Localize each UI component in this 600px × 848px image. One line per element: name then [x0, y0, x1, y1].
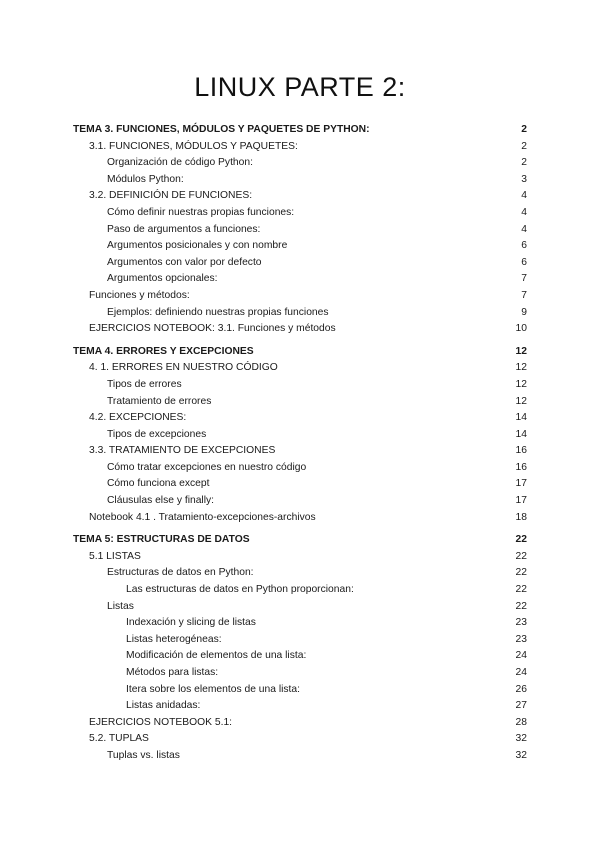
toc-section-heading[interactable]: [73, 122, 527, 139]
toc-entry-label: Cómo definir nuestras propias funciones:: [107, 206, 295, 218]
table-of-contents: [73, 122, 527, 765]
toc-page-number: 18: [515, 511, 527, 523]
toc-page-number: 7: [521, 273, 527, 285]
toc-entry[interactable]: [73, 632, 527, 649]
toc-entry[interactable]: [73, 139, 527, 156]
toc-page-number: 28: [515, 716, 527, 728]
toc-page-number: 16: [515, 445, 527, 457]
toc-entry[interactable]: [73, 271, 527, 288]
toc-entry[interactable]: [73, 549, 527, 566]
toc-page-number: 12: [515, 378, 527, 390]
toc-entry-label: 4.2. EXCEPCIONES:: [89, 412, 187, 424]
toc-entry-label: Argumentos con valor por defecto: [107, 256, 262, 268]
toc-page-number: 24: [515, 667, 527, 678]
toc-entry-label: Itera sobre los elementos de una lista:: [126, 683, 301, 695]
toc-entry[interactable]: [73, 288, 527, 305]
toc-entry-label: Tuplas vs. listas: [107, 749, 180, 761]
toc-page-number: 22: [515, 534, 527, 546]
toc-section-heading[interactable]: [73, 344, 527, 361]
toc-entry-label: Métodos para listas:: [126, 667, 219, 678]
toc-entry[interactable]: [73, 665, 527, 682]
toc-entry-label: Funciones y métodos:: [89, 289, 190, 301]
toc-page-number: 10: [515, 323, 527, 335]
toc-entry[interactable]: [73, 615, 527, 632]
toc-entry-label: Cómo funciona except: [107, 478, 210, 490]
toc-page-number: 24: [515, 650, 527, 662]
toc-page-number: 4: [521, 206, 527, 218]
toc-entry-label: Tipos de errores: [107, 378, 182, 390]
toc-entry[interactable]: [73, 255, 527, 272]
toc-page-number: 2: [521, 157, 527, 169]
toc-page-number: 22: [515, 567, 527, 579]
toc-entry[interactable]: [73, 460, 527, 477]
toc-page-number: 14: [515, 428, 527, 440]
toc-page-number: 16: [515, 461, 527, 473]
toc-page-number: 23: [515, 633, 527, 645]
toc-entry[interactable]: [73, 715, 527, 732]
toc-entry[interactable]: [73, 155, 527, 172]
toc-entry[interactable]: [73, 377, 527, 394]
toc-entry-label: 4. 1. ERRORES EN NUESTRO CÓDIGO: [89, 362, 278, 374]
toc-entry-label: 5.2. TUPLAS: [89, 733, 149, 745]
toc-page-number: 2: [521, 140, 527, 152]
toc-entry-label: Ejemplos: definiendo nuestras propias funciones: [107, 306, 329, 318]
toc-page-number: 14: [515, 412, 527, 424]
toc-entry[interactable]: [73, 648, 527, 665]
toc-entry-label: Cláusulas else y finally:: [107, 495, 215, 507]
toc-entry[interactable]: [73, 205, 527, 222]
toc-page-number: 9: [521, 306, 527, 318]
toc-entry[interactable]: [73, 238, 527, 255]
toc-page-number: 17: [515, 495, 527, 507]
toc-entry-label: EJERCICIOS NOTEBOOK 5.1:: [89, 716, 233, 728]
toc-entry[interactable]: [73, 493, 527, 510]
toc-entry-label: Indexación y slicing de listas: [126, 617, 256, 629]
toc-entry-label: 3.3. TRATAMIENTO DE EXCEPCIONES: [89, 445, 276, 457]
toc-page-number: 32: [515, 749, 527, 761]
toc-entry[interactable]: [73, 394, 527, 411]
toc-page-number: 12: [515, 395, 527, 407]
toc-entry-label: Paso de argumentos a funciones:: [107, 223, 261, 235]
toc-entry-label: Argumentos opcionales:: [107, 273, 218, 285]
toc-entry[interactable]: [73, 427, 527, 444]
toc-page-number: 23: [515, 617, 527, 629]
toc-entry[interactable]: [73, 698, 527, 715]
toc-entry-label: 5.1 LISTAS: [89, 550, 141, 562]
toc-entry[interactable]: [73, 172, 527, 189]
toc-entry[interactable]: [73, 188, 527, 205]
toc-page-number: 32: [515, 733, 527, 745]
toc-entry[interactable]: [73, 731, 527, 748]
toc-entry[interactable]: [73, 222, 527, 239]
toc-entry[interactable]: [73, 360, 527, 377]
toc-entry-label: Organización de código Python:: [107, 157, 253, 169]
toc-entry[interactable]: [73, 748, 527, 765]
toc-entry-label: TEMA 4. ERRORES Y EXCEPCIONES: [73, 345, 254, 357]
toc-entry[interactable]: [73, 321, 527, 338]
toc-page-number: 2: [521, 124, 527, 135]
toc-entry-label: Estructuras de datos en Python:: [107, 567, 254, 579]
toc-page-number: 22: [515, 600, 527, 612]
toc-page-number: 12: [515, 345, 527, 357]
toc-page-number: 7: [521, 289, 527, 301]
toc-entry[interactable]: [73, 510, 527, 527]
toc-entry-label: Listas: [107, 600, 134, 612]
toc-page-number: 4: [521, 223, 527, 235]
toc-entry-label: Tratamiento de errores: [107, 395, 212, 407]
toc-entry-label: Notebook 4.1 . Tratamiento-excepciones-archivos: [89, 511, 316, 523]
toc-entry-label: TEMA 3. FUNCIONES, MÓDULOS Y PAQUETES DE PYTHON:: [73, 124, 370, 135]
toc-entry-label: Modificación de elementos de una lista:: [126, 650, 307, 662]
toc-entry-label: Las estructuras de datos en Python proporcionan:: [126, 584, 354, 596]
toc-entry[interactable]: [73, 305, 527, 322]
toc-page-number: 26: [515, 683, 527, 695]
toc-entry-label: Listas heterogéneas:: [126, 633, 222, 645]
toc-entry-label: Cómo tratar excepciones en nuestro código: [107, 461, 307, 473]
toc-entry-label: Módulos Python:: [107, 173, 184, 185]
toc-entry-label: Tipos de excepciones: [107, 428, 207, 440]
toc-entry[interactable]: [73, 599, 527, 616]
toc-page-number: 4: [521, 190, 527, 202]
toc-entry[interactable]: [73, 682, 527, 699]
toc-entry[interactable]: [73, 476, 527, 493]
toc-page-number: 27: [515, 700, 527, 712]
toc-page-number: 6: [521, 240, 527, 252]
toc-page-number: 22: [515, 550, 527, 562]
toc-page-number: 3: [521, 173, 527, 185]
toc-page-number: 17: [515, 478, 527, 490]
toc-entry-label: EJERCICIOS NOTEBOOK: 3.1. Funciones y métodos: [89, 323, 336, 335]
toc-entry[interactable]: [73, 443, 527, 460]
toc-page-number: 12: [515, 362, 527, 374]
toc-page-number: 6: [521, 256, 527, 268]
toc-section-heading[interactable]: [73, 532, 527, 549]
toc-entry-label: 3.1. FUNCIONES, MÓDULOS Y PAQUETES:: [89, 140, 298, 152]
toc-entry-label: 3.2. DEFINICIÓN DE FUNCIONES:: [89, 190, 253, 202]
toc-entry[interactable]: [73, 410, 527, 427]
toc-entry[interactable]: [73, 565, 527, 582]
document-title: LINUX PARTE 2:: [194, 72, 406, 102]
toc-entry-label: Argumentos posicionales y con nombre: [107, 240, 288, 252]
toc-entry-label: TEMA 5: ESTRUCTURAS DE DATOS: [73, 534, 250, 546]
toc-page-number: 22: [515, 584, 527, 596]
toc-entry-label: Listas anidadas:: [126, 700, 201, 712]
toc-entry[interactable]: [73, 582, 527, 599]
